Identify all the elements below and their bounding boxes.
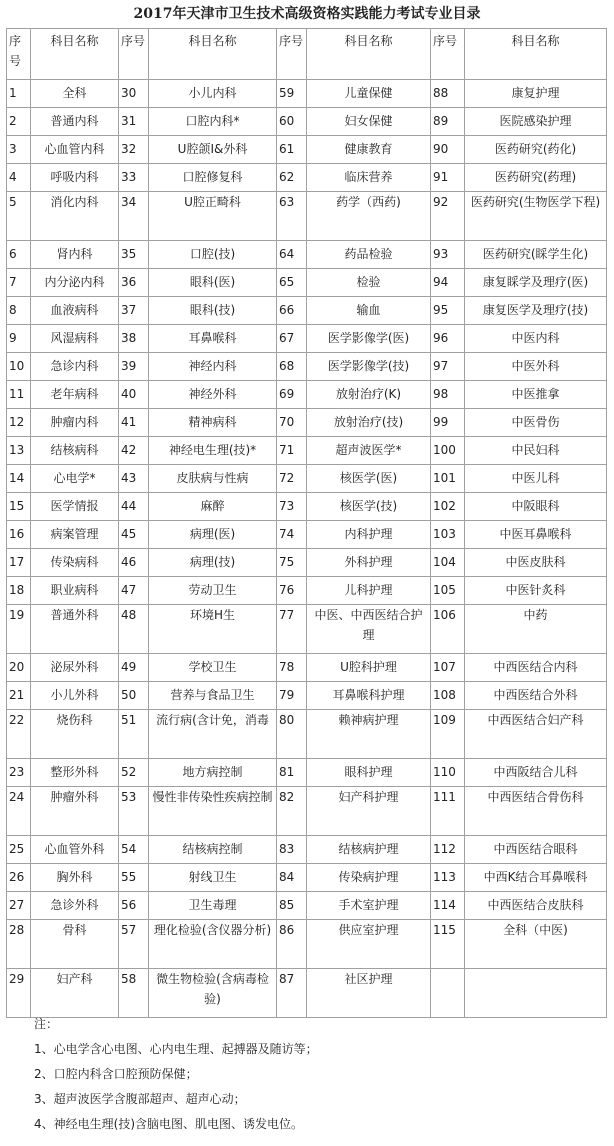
table-row [7, 465, 607, 493]
row-seq: 24 [7, 787, 31, 836]
row-subject-name: 中西医结合骨伤科 [465, 787, 607, 836]
row-seq: 100 [431, 437, 465, 465]
row-subject-name: 赖神病护理 [307, 710, 431, 759]
row-subject-name: 普通内科 [31, 108, 119, 136]
table-row [7, 521, 607, 549]
row-subject-name: 健康教育 [307, 136, 431, 164]
row-seq: 107 [431, 654, 465, 682]
row-seq: 84 [277, 864, 307, 892]
row-seq: 29 [7, 969, 31, 1018]
row-seq: 22 [7, 710, 31, 759]
row-seq: 39 [119, 353, 149, 381]
row-seq: 9 [7, 325, 31, 353]
row-subject-name: 医院感染护理 [465, 108, 607, 136]
row-seq: 61 [277, 136, 307, 164]
row-subject-name: 临床营养 [307, 164, 431, 192]
row-subject-name: 放射治疗(技) [307, 409, 431, 437]
row-subject-name: 病案管理 [31, 521, 119, 549]
row-seq: 80 [277, 710, 307, 759]
row-seq: 109 [431, 710, 465, 759]
row-seq: 12 [7, 409, 31, 437]
row-seq: 38 [119, 325, 149, 353]
row-subject-name: 检验 [307, 269, 431, 297]
row-seq [431, 969, 465, 1018]
row-subject-name: 妇产科 [31, 969, 119, 1018]
row-subject-name: 神经内科 [149, 353, 277, 381]
row-subject-name: 中医皮肤科 [465, 549, 607, 577]
note-item: 2、口腔内科含口腔预防保健； [34, 1067, 198, 1081]
row-seq: 92 [431, 192, 465, 241]
row-subject-name: 心血管内科 [31, 136, 119, 164]
row-seq: 66 [277, 297, 307, 325]
row-seq: 71 [277, 437, 307, 465]
row-seq: 105 [431, 577, 465, 605]
row-seq: 98 [431, 381, 465, 409]
row-subject-name: 核医学(医) [307, 465, 431, 493]
table-row [7, 409, 607, 437]
row-subject-name: 眼科护理 [307, 759, 431, 787]
row-subject-name: 供应室护理 [307, 920, 431, 969]
row-seq: 96 [431, 325, 465, 353]
note-item: 4、神经电生理(技)含脑电图、肌电图、诱发电位。 [34, 1117, 303, 1131]
table-row [7, 969, 607, 1018]
row-subject-name: 小儿外科 [31, 682, 119, 710]
row-seq: 50 [119, 682, 149, 710]
row-seq: 19 [7, 605, 31, 654]
row-subject-name: 口腔修复科 [149, 164, 277, 192]
row-seq: 13 [7, 437, 31, 465]
row-subject-name: 中医内科 [465, 325, 607, 353]
row-subject-name: 小儿内科 [149, 80, 277, 108]
row-subject-name: 职业病科 [31, 577, 119, 605]
row-seq: 23 [7, 759, 31, 787]
row-subject-name: 妇产科护理 [307, 787, 431, 836]
row-subject-name: 中西医结合皮肤科 [465, 892, 607, 920]
row-subject-name: 病理(技) [149, 549, 277, 577]
row-subject-name: 中医耳鼻喉科 [465, 521, 607, 549]
row-subject-name: 儿童保健 [307, 80, 431, 108]
row-seq: 63 [277, 192, 307, 241]
row-subject-name: 学校卫生 [149, 654, 277, 682]
header-seq: 序号 [277, 29, 307, 80]
row-seq: 111 [431, 787, 465, 836]
row-seq: 60 [277, 108, 307, 136]
row-seq: 28 [7, 920, 31, 969]
page-title: 2017年天津市卫生技术高级资格实践能力考试专业目录 [133, 6, 481, 22]
table-row [7, 493, 607, 521]
table-row [7, 864, 607, 892]
row-subject-name: 康复护理 [465, 80, 607, 108]
row-seq: 75 [277, 549, 307, 577]
row-subject-name: 卫生毒理 [149, 892, 277, 920]
row-subject-name: 营养与食品卫生 [149, 682, 277, 710]
row-subject-name: 精神病科 [149, 409, 277, 437]
row-subject-name: 口腔内科* [149, 108, 277, 136]
row-subject-name: 药品检验 [307, 241, 431, 269]
row-subject-name: 环境H生 [149, 605, 277, 654]
row-seq: 79 [277, 682, 307, 710]
row-seq: 37 [119, 297, 149, 325]
row-seq: 65 [277, 269, 307, 297]
row-seq: 32 [119, 136, 149, 164]
row-subject-name: 肾内科 [31, 241, 119, 269]
row-subject-name: 康复医学及理疗(技) [465, 297, 607, 325]
row-subject-name: 胸外科 [31, 864, 119, 892]
row-seq: 44 [119, 493, 149, 521]
row-subject-name: 地方病控制 [149, 759, 277, 787]
row-subject-name: 消化内科 [31, 192, 119, 241]
row-seq: 64 [277, 241, 307, 269]
row-subject-name: 耳鼻喉科 [149, 325, 277, 353]
row-seq: 106 [431, 605, 465, 654]
row-seq: 30 [119, 80, 149, 108]
row-subject-name: 中西阪结合儿科 [465, 759, 607, 787]
table-row [7, 920, 607, 969]
row-seq: 51 [119, 710, 149, 759]
row-seq: 91 [431, 164, 465, 192]
row-subject-name: 麻醉 [149, 493, 277, 521]
row-seq: 41 [119, 409, 149, 437]
row-seq: 18 [7, 577, 31, 605]
row-seq: 33 [119, 164, 149, 192]
row-subject-name: 肿瘤外科 [31, 787, 119, 836]
row-subject-name: 慢性非传染性疾病控制 [149, 787, 277, 836]
row-subject-name: 整形外科 [31, 759, 119, 787]
row-seq: 62 [277, 164, 307, 192]
row-seq: 102 [431, 493, 465, 521]
notes [34, 1012, 594, 1137]
row-subject-name: 中医儿科 [465, 465, 607, 493]
row-seq: 53 [119, 787, 149, 836]
row-seq: 76 [277, 577, 307, 605]
header-seq: 序号 [119, 29, 149, 80]
row-seq: 78 [277, 654, 307, 682]
row-seq: 88 [431, 80, 465, 108]
row-seq: 85 [277, 892, 307, 920]
row-seq: 69 [277, 381, 307, 409]
row-seq: 43 [119, 465, 149, 493]
table-row [7, 108, 607, 136]
row-seq: 108 [431, 682, 465, 710]
row-subject-name: 中西K结合耳鼻喉科 [465, 864, 607, 892]
row-subject-name: 肿瘤内科 [31, 409, 119, 437]
row-subject-name: 医药研究(药理) [465, 164, 607, 192]
row-seq: 6 [7, 241, 31, 269]
row-subject-name: 放射治疗(K) [307, 381, 431, 409]
row-seq: 17 [7, 549, 31, 577]
row-seq: 95 [431, 297, 465, 325]
row-seq: 82 [277, 787, 307, 836]
row-subject-name: 心电学* [31, 465, 119, 493]
row-subject-name: 中医推拿 [465, 381, 607, 409]
table-row [7, 381, 607, 409]
row-seq: 110 [431, 759, 465, 787]
row-subject-name: 老年病科 [31, 381, 119, 409]
row-subject-name: 耳鼻喉科护理 [307, 682, 431, 710]
note-item: 3、超声波医学含腹部超声、超声心动； [34, 1092, 246, 1106]
row-seq: 1 [7, 80, 31, 108]
row-subject-name: U腔颌I&外科 [149, 136, 277, 164]
row-seq: 4 [7, 164, 31, 192]
row-subject-name: 中医针炙科 [465, 577, 607, 605]
row-seq: 115 [431, 920, 465, 969]
row-subject-name: 康复睬学及理疗(医) [465, 269, 607, 297]
row-seq: 74 [277, 521, 307, 549]
row-subject-name: 微生物检验(含病毒检验) [149, 969, 277, 1018]
row-seq: 83 [277, 836, 307, 864]
row-subject-name: 风湿病科 [31, 325, 119, 353]
row-subject-name: 药学（西药) [307, 192, 431, 241]
table-row [7, 297, 607, 325]
header-name: 科目名称 [465, 29, 607, 80]
row-seq: 99 [431, 409, 465, 437]
row-seq: 55 [119, 864, 149, 892]
row-seq: 26 [7, 864, 31, 892]
row-seq: 87 [277, 969, 307, 1018]
row-seq: 40 [119, 381, 149, 409]
row-seq: 68 [277, 353, 307, 381]
row-seq: 56 [119, 892, 149, 920]
row-subject-name: 骨科 [31, 920, 119, 969]
table-row [7, 437, 607, 465]
row-seq: 103 [431, 521, 465, 549]
row-subject-name: 社区护理 [307, 969, 431, 1018]
row-subject-name: 医学情报 [31, 493, 119, 521]
table-row [7, 241, 607, 269]
row-subject-name: 中西医结合妇产科 [465, 710, 607, 759]
table-row [7, 164, 607, 192]
table-row [7, 892, 607, 920]
row-seq: 45 [119, 521, 149, 549]
row-seq: 42 [119, 437, 149, 465]
row-subject-name: 传染病护理 [307, 864, 431, 892]
row-subject-name [465, 969, 607, 1018]
row-seq: 89 [431, 108, 465, 136]
row-seq: 112 [431, 836, 465, 864]
row-subject-name: 结核病控制 [149, 836, 277, 864]
row-seq: 25 [7, 836, 31, 864]
row-seq: 46 [119, 549, 149, 577]
row-seq: 81 [277, 759, 307, 787]
row-seq: 21 [7, 682, 31, 710]
row-subject-name: 皮肤病与性病 [149, 465, 277, 493]
row-seq: 5 [7, 192, 31, 241]
table-row [7, 192, 607, 241]
row-seq: 52 [119, 759, 149, 787]
row-subject-name: 普通外科 [31, 605, 119, 654]
row-seq: 3 [7, 136, 31, 164]
row-subject-name: 射线卫生 [149, 864, 277, 892]
row-subject-name: 医药研究(睬学生化) [465, 241, 607, 269]
row-seq: 48 [119, 605, 149, 654]
row-subject-name: 急诊外科 [31, 892, 119, 920]
row-subject-name: 口腔(技) [149, 241, 277, 269]
row-seq: 31 [119, 108, 149, 136]
row-seq: 94 [431, 269, 465, 297]
row-subject-name: 全科 [31, 80, 119, 108]
table-row [7, 605, 607, 654]
row-seq: 14 [7, 465, 31, 493]
row-subject-name: 神经电生理(技)* [149, 437, 277, 465]
row-subject-name: 病理(医) [149, 521, 277, 549]
row-seq: 10 [7, 353, 31, 381]
row-seq: 7 [7, 269, 31, 297]
header-seq: 序号 [431, 29, 465, 80]
row-subject-name: 神经外科 [149, 381, 277, 409]
row-subject-name: 结核病护理 [307, 836, 431, 864]
row-subject-name: 烧伤科 [31, 710, 119, 759]
row-subject-name: 血液病科 [31, 297, 119, 325]
table-row [7, 759, 607, 787]
row-subject-name: 呼吸内科 [31, 164, 119, 192]
row-subject-name: 传染病科 [31, 549, 119, 577]
table-row [7, 836, 607, 864]
row-seq: 73 [277, 493, 307, 521]
table-row [7, 787, 607, 836]
row-subject-name: 眼科(医) [149, 269, 277, 297]
row-subject-name: 医药研究(生物医学下程) [465, 192, 607, 241]
specialty-table [6, 28, 607, 1018]
row-seq: 47 [119, 577, 149, 605]
row-subject-name: 内科护理 [307, 521, 431, 549]
row-seq: 8 [7, 297, 31, 325]
row-subject-name: 中民妇科 [465, 437, 607, 465]
row-seq: 35 [119, 241, 149, 269]
row-subject-name: 结核病科 [31, 437, 119, 465]
row-subject-name: 妇女保健 [307, 108, 431, 136]
row-subject-name: 劳动卫生 [149, 577, 277, 605]
row-seq: 97 [431, 353, 465, 381]
row-seq: 101 [431, 465, 465, 493]
row-subject-name: 手术室护理 [307, 892, 431, 920]
row-subject-name: 流行病(含计免，消毒 [149, 710, 277, 759]
row-subject-name: 中西医结合外科 [465, 682, 607, 710]
row-subject-name: 外科护理 [307, 549, 431, 577]
row-seq: 11 [7, 381, 31, 409]
row-subject-name: U腔科护理 [307, 654, 431, 682]
row-subject-name: 核医学(技) [307, 493, 431, 521]
row-subject-name: 医药研究(药化) [465, 136, 607, 164]
table-row [7, 682, 607, 710]
row-subject-name: 急诊内科 [31, 353, 119, 381]
row-seq: 15 [7, 493, 31, 521]
row-seq: 49 [119, 654, 149, 682]
row-subject-name: 中西医结合眼科 [465, 836, 607, 864]
row-subject-name: 中医、中西医结合护理 [307, 605, 431, 654]
row-seq: 2 [7, 108, 31, 136]
notes-label: 注： [34, 1017, 59, 1031]
header-name: 科目名称 [307, 29, 431, 80]
table-row [7, 549, 607, 577]
row-seq: 113 [431, 864, 465, 892]
table-row [7, 136, 607, 164]
row-subject-name: 理化检验(含仪器分析) [149, 920, 277, 969]
row-subject-name: 儿科护理 [307, 577, 431, 605]
row-subject-name: 医学影像学(医) [307, 325, 431, 353]
table-row [7, 654, 607, 682]
row-seq: 34 [119, 192, 149, 241]
row-subject-name: 输血 [307, 297, 431, 325]
row-seq: 93 [431, 241, 465, 269]
header-seq: 序号 [7, 29, 31, 80]
row-seq: 72 [277, 465, 307, 493]
row-seq: 27 [7, 892, 31, 920]
row-subject-name: 中药 [465, 605, 607, 654]
row-seq: 36 [119, 269, 149, 297]
row-seq: 104 [431, 549, 465, 577]
header-name: 科目名称 [149, 29, 277, 80]
row-subject-name: 中阪眼科 [465, 493, 607, 521]
row-subject-name: 眼科(技) [149, 297, 277, 325]
row-subject-name: 超声波医学* [307, 437, 431, 465]
row-seq: 86 [277, 920, 307, 969]
row-subject-name: 全科（中医) [465, 920, 607, 969]
row-seq: 58 [119, 969, 149, 1018]
row-seq: 114 [431, 892, 465, 920]
row-subject-name: 医学影像学(技) [307, 353, 431, 381]
row-seq: 54 [119, 836, 149, 864]
table-row [7, 269, 607, 297]
table-row [7, 710, 607, 759]
row-seq: 20 [7, 654, 31, 682]
row-seq: 16 [7, 521, 31, 549]
table-row [7, 353, 607, 381]
table-row [7, 80, 607, 108]
row-subject-name: 内分泌内科 [31, 269, 119, 297]
table-header-row [7, 29, 607, 80]
row-subject-name: 中医外科 [465, 353, 607, 381]
row-seq: 57 [119, 920, 149, 969]
row-seq: 70 [277, 409, 307, 437]
table-row [7, 577, 607, 605]
row-subject-name: 中西医结合内科 [465, 654, 607, 682]
row-seq: 90 [431, 136, 465, 164]
table-row [7, 325, 607, 353]
note-item: 1、心电学含心电图、心内电生理、起搏器及随访等； [34, 1042, 318, 1056]
row-seq: 77 [277, 605, 307, 654]
row-subject-name: 中医骨伤 [465, 409, 607, 437]
row-subject-name: 泌尿外科 [31, 654, 119, 682]
row-subject-name: 心血管外科 [31, 836, 119, 864]
header-name: 科目名称 [31, 29, 119, 80]
row-subject-name: U腔正畸科 [149, 192, 277, 241]
row-seq: 59 [277, 80, 307, 108]
row-seq: 67 [277, 325, 307, 353]
